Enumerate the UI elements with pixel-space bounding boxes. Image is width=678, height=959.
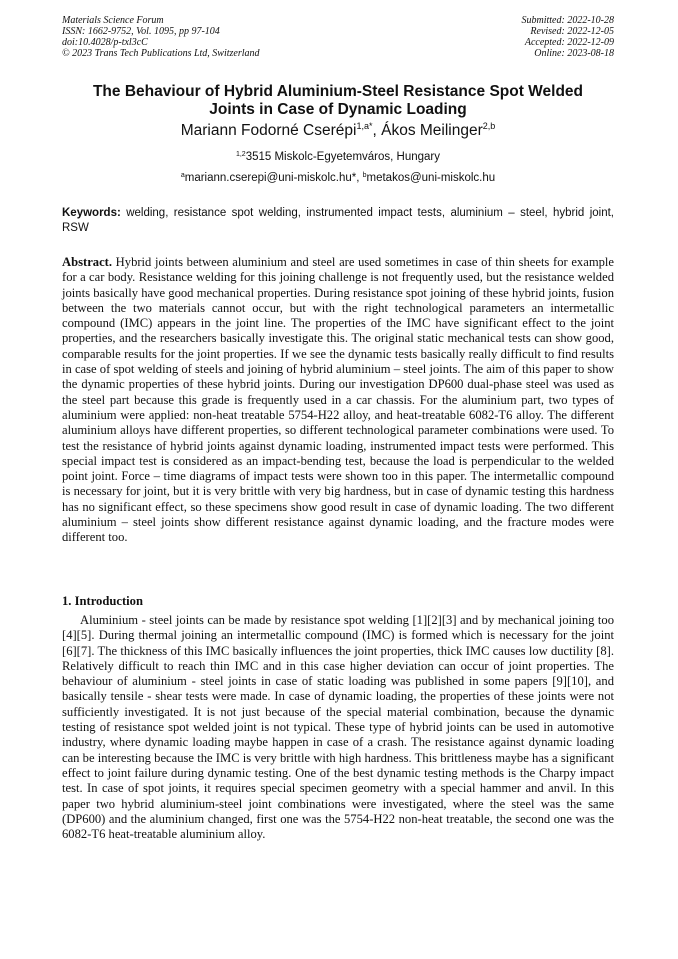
email-a[interactable]: mariann.cserepi@uni-miskolc.hu*, bbox=[184, 172, 363, 184]
date-accepted: Accepted: 2022-12-09 bbox=[524, 37, 614, 48]
keywords-text: welding, resistance spot welding, instrumented impact tests, aluminium – steel, hybrid joint, RSW bbox=[62, 207, 618, 234]
date-revised: Revised: 2022-12-05 bbox=[530, 26, 614, 37]
paper-title-line-2: Joints in Case of Dynamic Loading bbox=[209, 101, 467, 118]
author-1-name: Mariann Fodorné Cserépi bbox=[180, 122, 357, 139]
author-1-affil-sup: 1,a* bbox=[356, 121, 373, 131]
journal-copyright: © 2023 Trans Tech Publications Ltd, Switzerland bbox=[62, 48, 260, 59]
introduction-paragraph: Aluminium - steel joints can be made by resistance spot welding [1][2][3] and by mechanical joining too [4][5]. During thermal joining an intermetallic compound (IMC) is formed which is necessary for the joint [6][7]. The thickness of this IMC basically influences the joint properties, thick IMC causes low ductility [8]. Relatively difficult to reach thin IMC and in this case higher deviation can occur of joint properties. The behaviour of aluminium - steel joints in case of static loading was published in some papers [9][10], and basically tensile - shear tests were made. In case of dynamic loading, the properties of these joints were not sufficiently investigated. It is not just because of the special material combination, because the dynamic testing of resistance spot welded joint is not typical. These type of hybrid joints can be used in automotive industry, where dynamic loading maybe happen in case of a crash. The resistance against dynamic loading can be interesting because the IMC is very brittle with high hardness. This brittleness maybe has a significant effect to joint failure during dynamic testing. One of the best dynamic testing methods is the Charpy impact test. In case of spot joints, it requires special specimen geometry with a special hammer and anvil. In this paper two hybrid aluminium-steel joint combinations were investigated, where the steel was the same (DP600) and the aluminium changed, first one was the 5754-H22 non-heat treatable, the second one was the 6082-T6 heat-treatable aluminium alloy. bbox=[62, 613, 614, 842]
affiliation-sup: 1,2 bbox=[235, 151, 246, 158]
journal-name: Materials Science Forum bbox=[62, 15, 164, 26]
journal-issn: ISSN: 1662-9752, Vol. 1095, pp 97-104 bbox=[62, 26, 220, 37]
author-list bbox=[62, 121, 614, 141]
paper-title-line-1: The Behaviour of Hybrid Aluminium-Steel Resistance Spot Welded bbox=[92, 83, 584, 100]
email-b[interactable]: metakos@uni-miskolc.hu bbox=[366, 172, 496, 184]
journal-header-right bbox=[522, 15, 615, 59]
date-submitted: Submitted: 2022-10-28 bbox=[521, 15, 614, 26]
affiliation bbox=[62, 149, 614, 165]
email-line bbox=[62, 170, 614, 186]
author-2-name: Ákos Meilinger bbox=[381, 122, 483, 139]
email-b-sup: b bbox=[362, 172, 367, 179]
keywords-label: Keywords: bbox=[62, 207, 121, 219]
section-heading-introduction: 1. Introduction bbox=[62, 594, 143, 608]
abstract-label: Abstract. bbox=[62, 255, 113, 269]
abstract-text: Hybrid joints between aluminium and steel are used sometimes in case of thin sheets for example for a car body. Resistance welding for this joining challenge is not frequently used, but the resistance welded joints basically have good mechanical properties. During resistance spot joining of these hybrid joints, fusion between the two materials cannot occur, but with the right technological parameters an intermetallic compound (IMC) appears in the joint line. The properties of the IMC have significant effect to the joint properties, and the researchers basically investigate this. The original static mechanical tests can show good, comparable results for the joint properties. If we see the dynamic tests basically really difficult to find results in case of spot welding of steels and joining of hybrid aluminium – steel joints. The aim of this paper to show the dynamic properties of these hybrid joints. During our investigation DP600 dual-phase steel was used as the steel part because this grade is frequently used in a car chassis. For the aluminium part, two types of aluminium were applied: non-heat treatable 5754-H22 alloy, and heat-treatable 6082-T6 alloy. The different aluminium alloys have different properties, so different technological parameter combinations were used. To test the resistance of hybrid joints against dynamic loading, instrumented impact tests were performed. This special impact test is considered as an impact-bending test, because the load is perpendicular to the welded point joint. Force – time diagrams of impact tests were shown too in this paper. The intermetallic compound is necessary for joint, but it is very brittle with very big hardness, but in case of dynamic testing this hardness has no significant effect, so these specimens show good result in case of dynamic loading. The two different aluminium – steel joints show different resistance against dynamic loading, and the fracture modes were different too. bbox=[62, 255, 614, 545]
paper-title bbox=[62, 83, 614, 119]
keywords bbox=[62, 206, 618, 236]
author-separator: , bbox=[372, 122, 382, 139]
journal-header-left bbox=[62, 15, 260, 59]
affiliation-text: 3515 Miskolc-Egyetemváros, Hungary bbox=[245, 151, 441, 163]
email-a-sup: a bbox=[180, 172, 185, 179]
date-online: Online: 2023-08-18 bbox=[534, 48, 614, 59]
abstract bbox=[62, 255, 614, 546]
journal-doi[interactable]: doi:10.4028/p-txl3cC bbox=[62, 37, 148, 48]
author-2-affil-sup: 2,b bbox=[482, 121, 496, 131]
